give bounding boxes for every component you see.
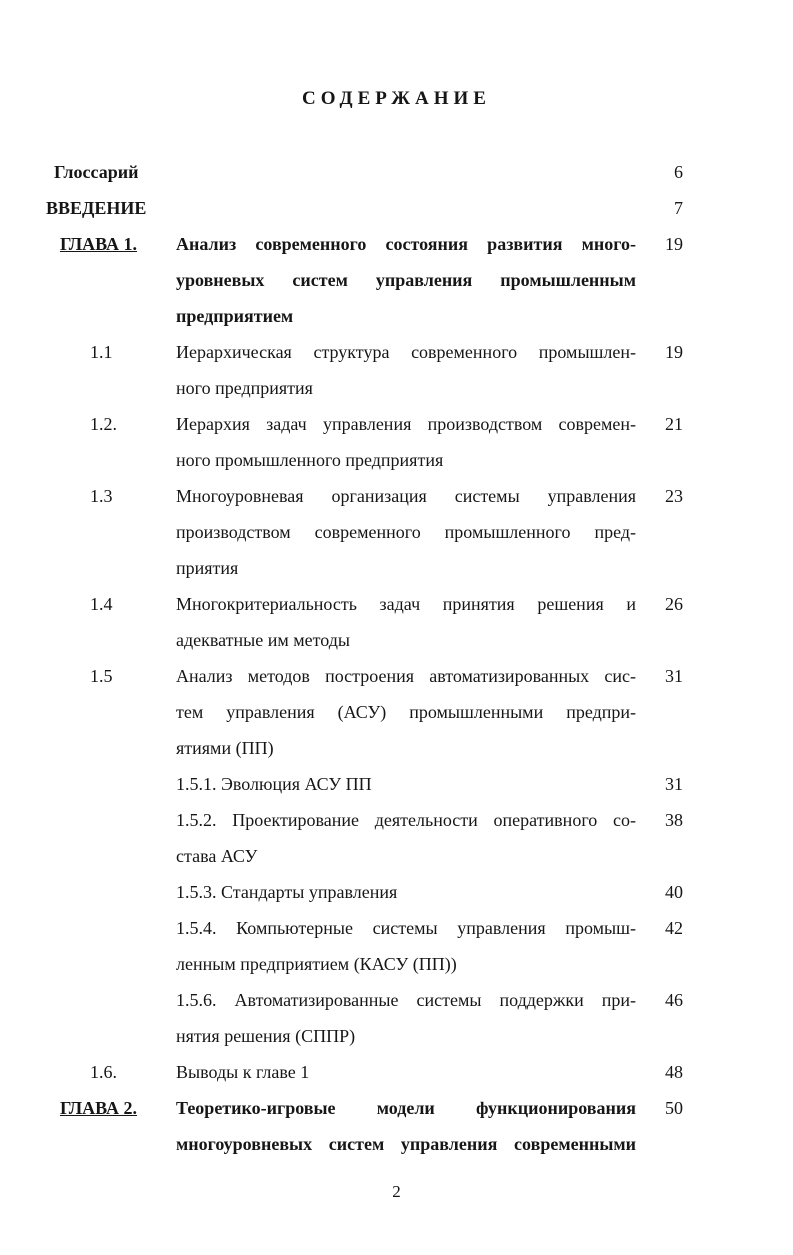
page-title: СОДЕРЖАНИЕ (302, 88, 491, 109)
section-number: 1.1 (90, 342, 113, 362)
toc-page: 19 (665, 342, 683, 362)
toc-page: 7 (674, 198, 683, 218)
toc-line: Многокритериальность задач принятия решения и (176, 594, 636, 614)
toc-line: уровневых систем управления промышленным (176, 270, 636, 290)
toc-text (176, 1090, 636, 1162)
toc-line: Выводы к главе 1 (176, 1062, 310, 1082)
toc-line: ного предприятия (176, 378, 313, 398)
toc-label: Глоссарий (54, 162, 139, 182)
chapter-label: ГЛАВА 1. (60, 234, 138, 254)
toc-label: ВВЕДЕНИЕ (46, 198, 147, 218)
toc-line: Многоуровневая организация системы управления (176, 486, 636, 506)
toc-line: става АСУ (176, 846, 258, 866)
chapter-label: ГЛАВА 2. (60, 1098, 138, 1118)
toc-line: адекватные им методы (176, 630, 351, 650)
toc-line: 1.5.6. Автоматизированные системы поддержки при- (176, 990, 636, 1010)
toc-line: ленным предприятием (КАСУ (ПП)) (176, 954, 457, 974)
toc-line: ного промышленного предприятия (176, 450, 444, 470)
toc-text (176, 802, 636, 874)
toc-page: 6 (674, 162, 683, 182)
toc-page: 31 (665, 774, 683, 794)
section-number: 1.6. (90, 1062, 117, 1082)
toc-page: 46 (665, 990, 683, 1010)
toc-text (176, 982, 636, 1054)
toc-text (176, 478, 636, 586)
toc-page: 42 (665, 918, 683, 938)
section-number: 1.3 (90, 486, 113, 506)
toc-line: Анализ современного состояния развития много- (176, 234, 636, 254)
toc-text (176, 766, 636, 802)
toc-line: 1.5.4. Компьютерные системы управления промыш- (176, 918, 636, 938)
toc-text (176, 1054, 636, 1090)
toc-text (176, 874, 636, 910)
toc-line: 1.5.3. Стандарты управления (176, 882, 398, 902)
toc-line: Иерархия задач управления производством современ- (176, 414, 636, 434)
toc-line: Анализ методов построения автоматизированных сис- (176, 666, 636, 686)
toc-line: производством современного промышленного пред- (176, 522, 636, 542)
toc-line: тем управления (АСУ) промышленными предпри- (176, 702, 636, 722)
toc-page: 40 (665, 882, 683, 902)
toc-page: 38 (665, 810, 683, 830)
page-number: 2 (392, 1182, 401, 1201)
toc-page: 19 (665, 234, 683, 254)
toc-page: 26 (665, 594, 683, 614)
toc-text (176, 658, 636, 766)
toc-page: 48 (665, 1062, 683, 1082)
toc-page: 50 (665, 1098, 683, 1118)
toc-line: многоуровневых систем управления современными (176, 1134, 636, 1154)
toc-line: нятия решения (СППР) (176, 1026, 356, 1046)
toc-text (176, 226, 636, 334)
toc-text (176, 586, 636, 658)
toc-line: ятиями (ПП) (176, 738, 274, 758)
toc-page: 21 (665, 414, 683, 434)
section-number: 1.4 (90, 594, 113, 614)
toc-line: предприятием (176, 306, 294, 326)
toc-text (176, 910, 636, 982)
section-number: 1.2. (90, 414, 117, 434)
toc-line: 1.5.2. Проектирование деятельности оперативного со- (176, 810, 636, 830)
toc-line: приятия (176, 558, 239, 578)
toc-page: 31 (665, 666, 683, 686)
toc-text (176, 334, 636, 406)
toc-line: Иерархическая структура современного промышлен- (176, 342, 636, 362)
toc-line: 1.5.1. Эволюция АСУ ПП (176, 774, 372, 794)
toc-page: 23 (665, 486, 683, 506)
toc-line: Теоретико-игровые модели функционирования (176, 1098, 636, 1118)
section-number: 1.5 (90, 666, 113, 686)
toc-text (176, 406, 636, 478)
